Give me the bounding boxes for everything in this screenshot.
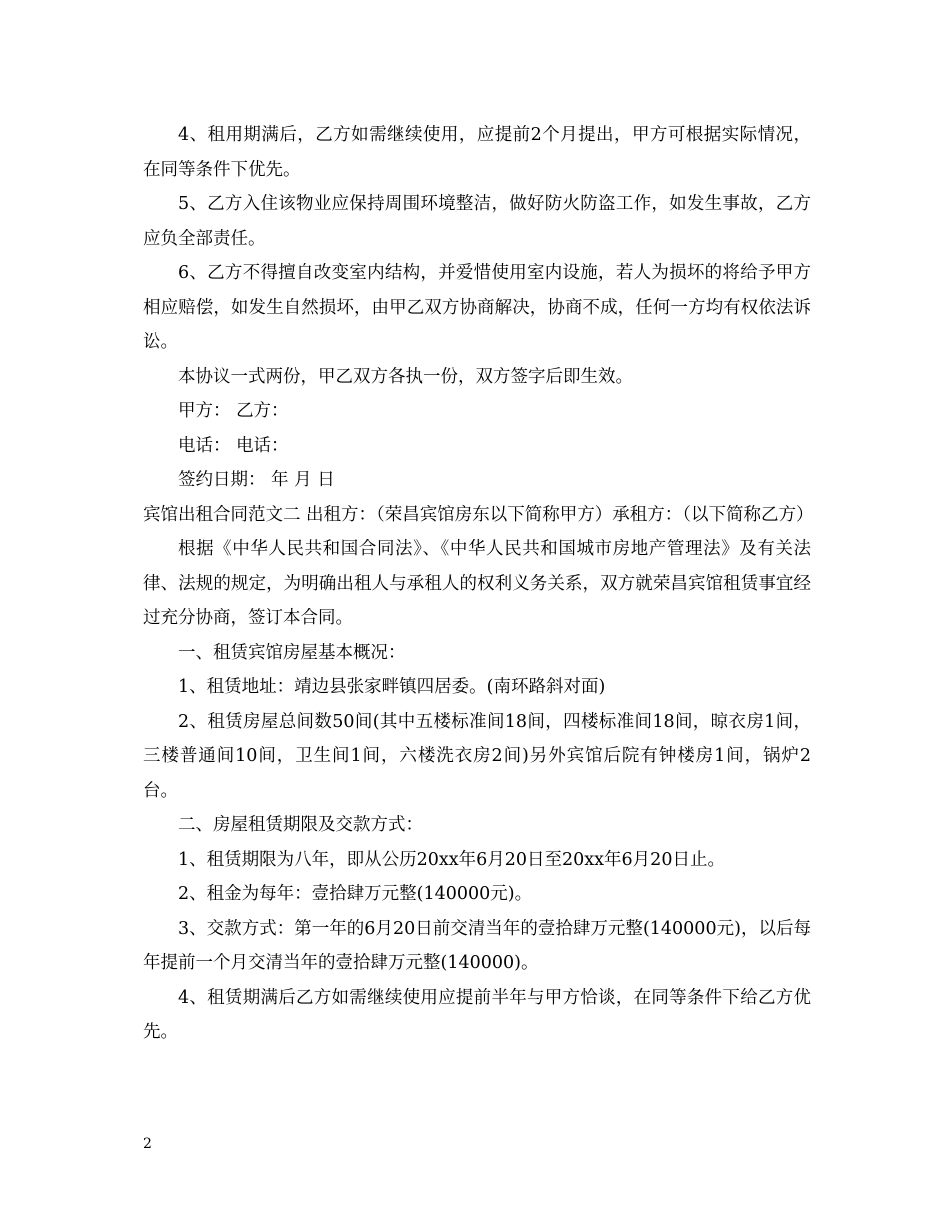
clause-property-care: 5、乙方入住该物业应保持周围环境整洁，做好防火防盗工作，如发生事故，乙方应负全部责任。 (143, 194, 811, 249)
rental-address: 1、租赁地址：靖边县张家畔镇四居委。(南环路斜对面) (178, 677, 606, 697)
annual-rent: 2、租金为每年：壹拾肆万元整(140000元)。 (178, 884, 533, 904)
section-one-heading: 一、租赁宾馆房屋基本概况： (178, 642, 406, 663)
legal-basis: 根据《中华人民共和国合同法》、《中华人民共和国城市房地产管理法》及有关法律、法规的规定，为明确出租人与承租人的权利义务关系，双方就荣昌宾馆租赁事宜经过充分协商，签订本合同。 (143, 539, 811, 628)
signing-date-line: 签约日期： 年 月 日 (178, 470, 335, 490)
page-number: 2 (143, 1136, 152, 1152)
clause-interior-structure: 6、乙方不得擅自改变室内结构，并爱惜使用室内设施，若人为损坏的将给予甲方相应赔偿，如发生自然损坏，由甲乙双方协商解决，协商不成，任何一方均有权依法诉讼。 (143, 263, 811, 352)
room-count: 2、租赁房屋总间数50间(其中五楼标准间18间，四楼标准间18间，晾衣房1间，三楼普通间10间，卫生间1间，六楼洗衣房2间)另外宾馆后院有钟楼房1间，锅炉2台。 (143, 711, 811, 801)
payment-method: 3、交款方式：第一年的6月20日前交清当年的壹拾肆万元整(140000元)，以后每年提前一个月交清当年的壹拾肆万元整(140000)。 (143, 918, 811, 973)
document-body (143, 118, 814, 1050)
party-signature-line: 甲方： 乙方： (178, 401, 289, 421)
agreement-copies: 本协议一式两份，甲乙双方各执一份，双方签字后即生效。 (178, 366, 633, 387)
lease-renewal-priority: 4、租赁期满后乙方如需继续使用应提前半年与甲方恰谈，在同等条件下给乙方优先。 (143, 987, 811, 1042)
contract-two-heading: 宾馆出租合同范文二 出租方：（荣昌宾馆房东以下简称甲方）承租方：（以下简称乙方） (143, 504, 814, 525)
phone-line: 电话： 电话： (178, 435, 289, 456)
section-two-heading: 二、房屋租赁期限及交款方式： (178, 815, 423, 835)
lease-term: 1、租赁期限为八年，即从公历20xx年6月20日至20xx年6月20日止。 (178, 849, 725, 870)
clause-renewal: 4、租用期满后，乙方如需继续使用，应提前2个月提出，甲方可根据实际情况，在同等条件下优先。 (143, 125, 811, 180)
